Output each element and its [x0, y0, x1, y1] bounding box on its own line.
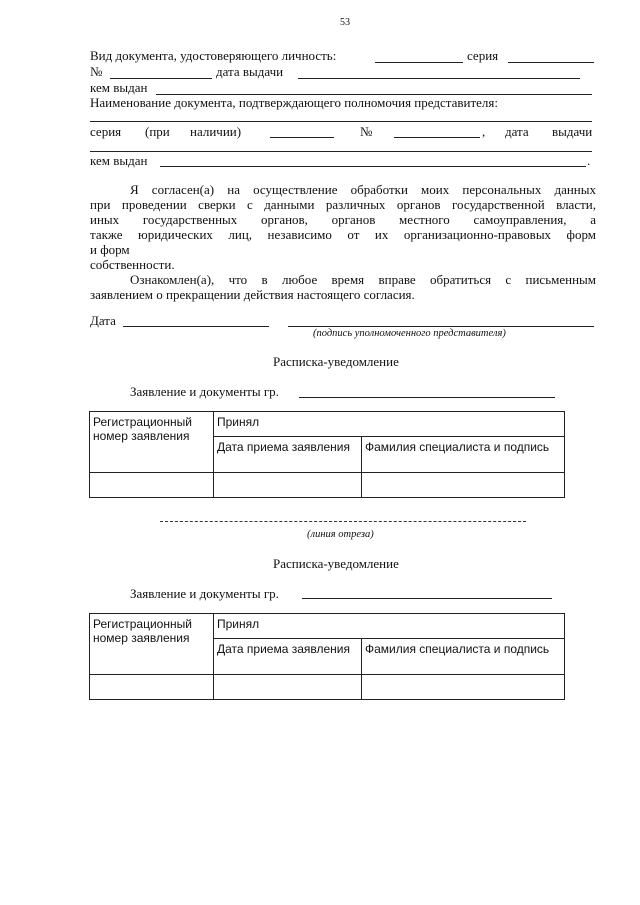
issue-date-label-1: дата выдачи [216, 64, 284, 79]
issued-by-label-1: кем выдан [90, 80, 148, 95]
receipt-title-2: Расписка-уведомление [273, 556, 399, 571]
specialist-header: Фамилия специалиста и подпись [362, 437, 565, 473]
accepted-header: Принял [214, 412, 565, 437]
applicant-field-2[interactable] [302, 598, 552, 599]
consent-line-2: при проведении сверки с данными различных органов государственной власти, [90, 197, 596, 212]
date-received-cell[interactable] [214, 473, 362, 498]
issued-by-label-2: кем выдан [90, 153, 148, 168]
rep-vydachi-label: выдачи [552, 124, 593, 139]
reg-number-header: Регистрационный номер заявления [90, 412, 214, 473]
applicant-field-1[interactable] [299, 397, 555, 398]
specialist-cell[interactable] [362, 473, 565, 498]
consent-line-1: Я согласен(а) на осуществление обработки моих персональных данных [130, 182, 596, 197]
specialist-cell[interactable] [362, 675, 565, 700]
receipt-table-2 [89, 613, 565, 700]
consent-line-3: иных государственных органов, органов местного самоуправления, а [90, 212, 596, 227]
applicant-label-2: Заявление и документы гр. [130, 586, 279, 601]
ack-line-2: заявлением о прекращении действия настоящего согласия. [90, 287, 415, 302]
reg-number-cell[interactable] [90, 675, 214, 700]
rep-number-label: № [360, 124, 373, 139]
date-field[interactable] [123, 326, 269, 327]
date-received-cell[interactable] [214, 675, 362, 700]
date-received-header: Дата приема заявления [214, 639, 362, 675]
consent-line-6: собственности. [90, 257, 175, 272]
cut-line [160, 521, 526, 522]
accepted-header: Принял [214, 614, 565, 639]
rep-seria-label: серия [90, 124, 122, 139]
rep-comma: , [482, 124, 486, 139]
page-number: 53 [340, 17, 350, 28]
receipt-table-1 [89, 411, 565, 498]
issued-by-end: . [587, 153, 591, 168]
applicant-label-1: Заявление и документы гр. [130, 384, 279, 399]
signature-field[interactable] [288, 326, 594, 327]
consent-line-4: также юридических лиц, независимо от их организационно-правовых форм [90, 227, 596, 242]
number-field-1[interactable] [110, 78, 212, 79]
receipt-title-1: Расписка-уведомление [273, 354, 399, 369]
doc-type-label: Вид документа, удостоверяющего личность: [90, 48, 337, 63]
rep-data-label: дата [505, 124, 529, 139]
specialist-header: Фамилия специалиста и подпись [362, 639, 565, 675]
date-received-header: Дата приема заявления [214, 437, 362, 473]
doc-type-field[interactable] [375, 62, 463, 63]
ack-line-1: Ознакомлен(а), что в любое время вправе обратиться с письменным [130, 272, 596, 287]
seria-field-1[interactable] [508, 62, 594, 63]
rep-doc-field[interactable] [90, 121, 592, 122]
rep-seria-field[interactable] [270, 137, 334, 138]
rep-seria-nalichii: наличии) [190, 124, 242, 139]
reg-number-header: Регистрационный номер заявления [90, 614, 214, 675]
cut-line-caption: (линия отреза) [307, 529, 374, 540]
seria-label-1: серия [467, 48, 499, 63]
rep-doc-label: Наименование документа, подтверждающего полномочия представителя: [90, 95, 498, 110]
rep-number-field[interactable] [394, 137, 480, 138]
number-label-1: № [90, 64, 103, 79]
reg-number-cell[interactable] [90, 473, 214, 498]
consent-line-5: и форм [90, 242, 130, 257]
issued-by-field-2[interactable] [160, 166, 586, 167]
rep-seria-pri: (при [145, 124, 170, 139]
signature-caption: (подпись уполномоченного представителя) [313, 328, 506, 339]
rep-date-field[interactable] [90, 151, 592, 152]
date-label: Дата [90, 313, 116, 328]
issue-date-field-1[interactable] [298, 78, 580, 79]
